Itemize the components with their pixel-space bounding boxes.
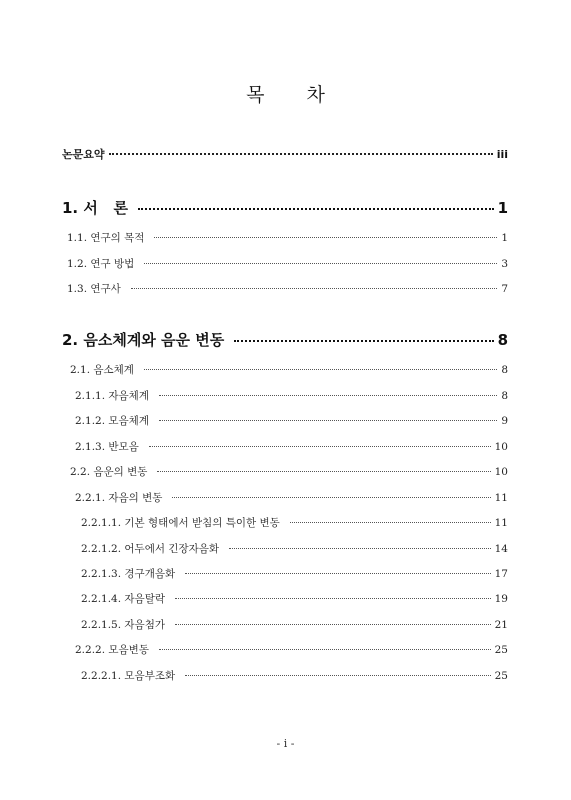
toc-entry-label: 2. 음소체계와 음운 변동 — [62, 331, 225, 349]
toc-leader-dots — [290, 522, 491, 523]
toc-entry-page: 8 — [501, 390, 508, 402]
toc-entry-page: 11 — [494, 517, 508, 529]
toc-entry-section-2-2-1[interactable] — [75, 490, 508, 505]
toc-entry-page: 1 — [497, 199, 508, 217]
toc-leader-dots — [159, 649, 491, 650]
toc-entry-section-2-2[interactable] — [70, 464, 508, 479]
toc-entry-page: 10 — [494, 466, 508, 478]
toc-entry-chapter-1[interactable] — [62, 197, 508, 218]
toc-entry-label: 2.1.3. 반모음 — [75, 441, 139, 453]
toc-leader-dots — [159, 420, 497, 421]
toc-entry-section-2-2-1-5[interactable] — [81, 617, 508, 632]
toc-entry-label: 2.2.1.2. 어두에서 긴장자음화 — [81, 543, 220, 555]
toc-leader-dots — [149, 446, 491, 447]
toc-entry-page: 1 — [501, 232, 508, 244]
toc-entry-section-2-2-2-1[interactable] — [81, 668, 508, 683]
toc-leader-dots — [159, 395, 497, 396]
toc-entry-label: 1.3. 연구사 — [67, 283, 121, 295]
toc-leader-dots — [109, 153, 493, 155]
toc-leader-dots — [154, 237, 497, 238]
toc-entry-label: 2.1.1. 자음체계 — [75, 390, 149, 402]
toc-entry-label: 2.2.1.5. 자음첨가 — [81, 619, 165, 631]
toc-entry-section-2-2-1-1[interactable] — [81, 515, 508, 530]
toc-entry-section-2-1-1[interactable] — [75, 388, 508, 403]
toc-entry-label: 2.2.1. 자음의 변동 — [75, 492, 163, 504]
page-title: 목 차 — [246, 84, 343, 106]
toc-entry-page: 9 — [501, 415, 508, 427]
toc-leader-dots — [172, 497, 490, 498]
toc-entry-label: 2.2. 음운의 변동 — [70, 466, 148, 478]
toc-leader-dots — [175, 624, 491, 625]
toc-entry-abstract[interactable] — [62, 146, 508, 162]
toc-leader-dots — [175, 598, 491, 599]
page-number-footer: - i - — [276, 737, 295, 750]
toc-entry-label: 2.2.1.1. 기본 형태에서 받침의 특이한 변동 — [81, 517, 280, 529]
toc-entry-label: 2.1. 음소체계 — [70, 364, 134, 376]
toc-leader-dots — [131, 288, 498, 289]
toc-entry-page: 3 — [501, 258, 508, 270]
toc-entry-label: 2.2.1.3. 경구개음화 — [81, 568, 176, 580]
toc-leader-dots — [185, 675, 491, 676]
toc-leader-dots — [157, 471, 490, 472]
toc-entry-label: 2.2.2.1. 모음부조화 — [81, 670, 176, 682]
toc-entry-label: 2.1.2. 모음체계 — [75, 415, 149, 427]
toc-leader-dots — [185, 573, 491, 574]
toc-entry-label: 2.2.1.4. 자음탈락 — [81, 593, 165, 605]
toc-entry-section-1-1[interactable] — [67, 230, 508, 245]
toc-entry-page: 25 — [494, 644, 508, 656]
toc-entry-chapter-2[interactable] — [62, 329, 508, 350]
toc-entry-section-1-2[interactable] — [67, 256, 508, 271]
toc-entry-section-2-2-1-3[interactable] — [81, 566, 508, 581]
toc-leader-dots — [229, 548, 491, 549]
toc-leader-dots — [144, 263, 497, 264]
toc-entry-section-2-1-2[interactable] — [75, 413, 508, 428]
toc-entry-section-2-2-2[interactable] — [75, 642, 508, 657]
toc-entry-label: 1.1. 연구의 목적 — [67, 232, 145, 244]
toc-entry-label: 1.2. 연구 방법 — [67, 258, 135, 270]
toc-entry-page: 7 — [501, 283, 508, 295]
toc-entry-label: 2.2.2. 모음변동 — [75, 644, 149, 656]
toc-entry-label: 논문요약 — [62, 148, 105, 161]
toc-entry-section-1-3[interactable] — [67, 281, 508, 296]
toc-entry-page: 8 — [501, 364, 508, 376]
toc-entry-section-2-1-3[interactable] — [75, 439, 508, 454]
toc-leader-dots — [138, 208, 494, 210]
toc-entry-section-2-2-1-2[interactable] — [81, 541, 508, 556]
toc-entry-page: 25 — [494, 670, 508, 682]
toc-entry-page: 19 — [494, 593, 508, 605]
toc-entry-label: 1. 서 론 — [62, 199, 129, 217]
toc-leader-dots — [144, 369, 497, 370]
toc-entry-section-2-1[interactable] — [70, 362, 508, 377]
toc-entry-page: iii — [496, 148, 508, 161]
toc-entry-section-2-2-1-4[interactable] — [81, 591, 508, 606]
toc-entry-page: 14 — [494, 543, 508, 555]
toc-leader-dots — [234, 340, 493, 342]
toc-entry-page: 11 — [494, 492, 508, 504]
toc-entry-page: 17 — [494, 568, 508, 580]
toc-entry-page: 21 — [494, 619, 508, 631]
toc-entry-page: 10 — [494, 441, 508, 453]
toc-entry-page: 8 — [497, 331, 508, 349]
